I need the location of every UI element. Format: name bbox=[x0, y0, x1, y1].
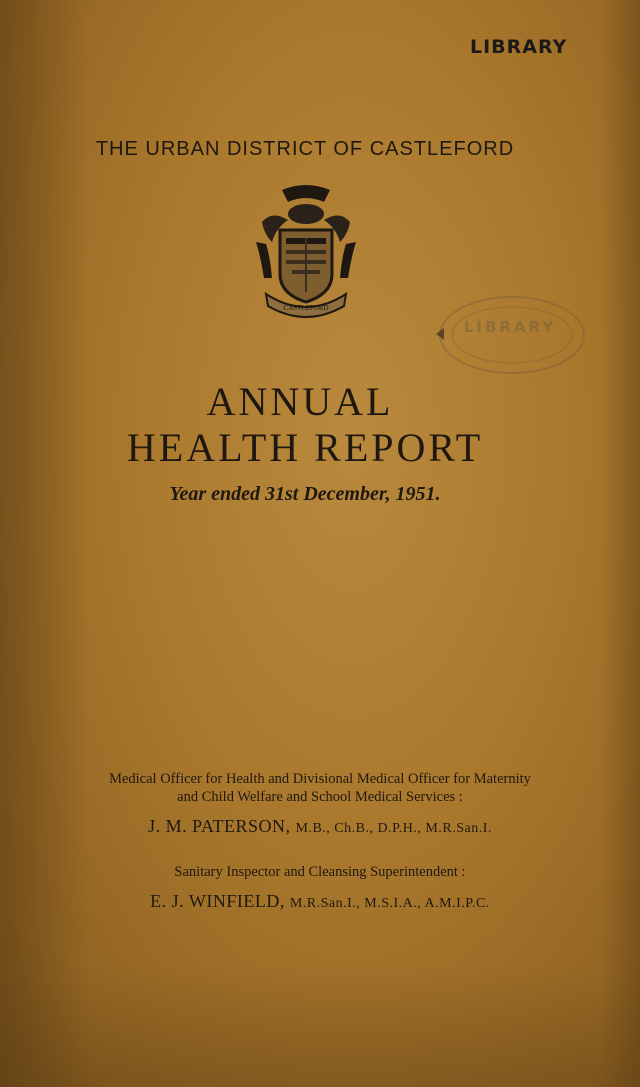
library-seal-stamp bbox=[430, 290, 590, 380]
cover-shading-bottom bbox=[0, 967, 640, 1087]
medical-officer-entry bbox=[0, 814, 640, 841]
medical-officer-qualifications: M.B., Ch.B., D.P.H., M.R.San.I. bbox=[295, 821, 492, 836]
district-heading: THE URBAN DISTRICT OF CASTLEFORD bbox=[95, 138, 515, 160]
sanitary-inspector-role: Sanitary Inspector and Cleansing Superintendent : bbox=[174, 864, 466, 880]
seal-label: LIBRARY bbox=[463, 318, 557, 336]
medical-officer-role-line2: and Child Welfare and School Medical Services : bbox=[177, 789, 463, 805]
sanitary-inspector-entry bbox=[0, 889, 640, 916]
sanitary-inspector-name: E. J. WINFIELD, bbox=[150, 891, 285, 911]
cover-shading-left bbox=[0, 0, 90, 1087]
report-title-line2: HEALTH REPORT bbox=[126, 425, 484, 470]
officers-block bbox=[0, 770, 640, 916]
cover-shading-right bbox=[600, 0, 640, 1087]
medical-officer-role-line1: Medical Officer for Health and Divisional Medical Officer for Maternity bbox=[109, 771, 531, 787]
medical-officer-name: J. M. PATERSON, bbox=[148, 816, 291, 836]
report-title-line1: ANNUAL bbox=[206, 379, 394, 424]
library-stamp: LIBRARY bbox=[470, 36, 568, 58]
report-period: Year ended 31st December, 1951. bbox=[169, 483, 441, 505]
crest-motto: CASTLEFORD bbox=[283, 304, 329, 312]
sanitary-inspector-qualifications: M.R.San.I., M.S.I.A., A.M.I.P.C. bbox=[289, 896, 490, 911]
coat-of-arms-icon bbox=[252, 182, 360, 322]
